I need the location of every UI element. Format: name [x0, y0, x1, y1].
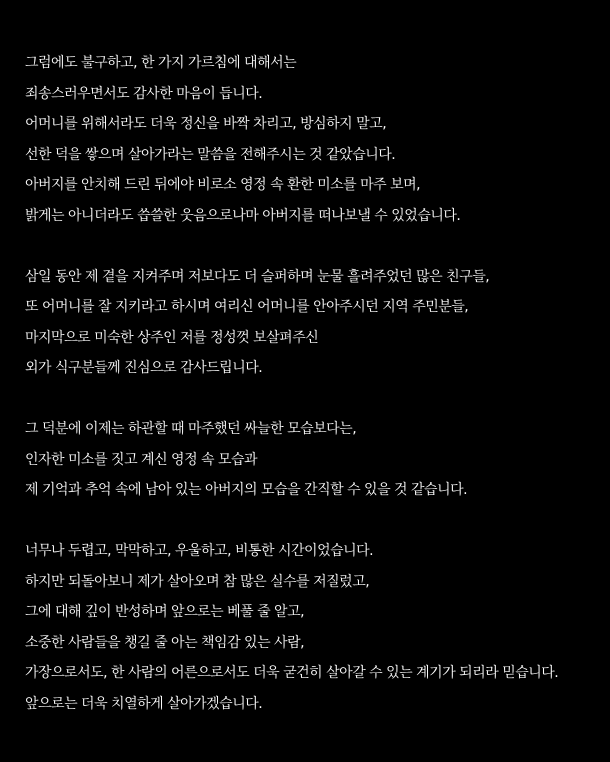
letter-body — [25, 48, 600, 750]
text-line: 마지막으로 미숙한 상주인 저를 정성껏 보살펴주신 — [25, 329, 319, 346]
text-line: 앞으로는 더욱 치열하게 살아가겠습니다. — [25, 695, 263, 712]
text-line: 외가 식구분들께 진심으로 감사드립니다. — [25, 360, 263, 376]
text-line: 인자한 미소를 짓고 계신 영정 속 모습과 — [25, 451, 258, 468]
text-line: 밝게는 아니더라도 씁쓸한 웃음으로나마 아버지를 떠나보낼 수 있었습니다. — [25, 207, 461, 224]
text-line: 소중한 사람들을 챙길 줄 아는 책임감 있는 사람, — [25, 634, 305, 651]
paragraph-resolution — [25, 536, 600, 719]
paragraph-gratitude-teaching — [25, 48, 600, 231]
text-line: 제 기억과 추억 속에 남아 있는 아버지의 모습을 간직할 수 있을 것 같습니다. — [25, 482, 468, 498]
text-line: 하지만 되돌아보니 제가 살아오며 참 많은 실수를 저질렀고, — [25, 573, 370, 590]
paragraph-thanks-friends-family — [25, 262, 600, 384]
text-line: 아버지를 안치해 드린 뒤에야 비로소 영정 속 환한 미소를 마주 보며, — [25, 177, 421, 193]
text-line: 가장으로서도, 한 사람의 어른으로서도 더욱 굳건히 살아갈 수 있는 계기가 되리라 믿습니다. — [25, 665, 559, 681]
text-line: 그럼에도 불구하고, 한 가지 가르침에 대해서는 — [25, 55, 297, 71]
paragraph-memory — [25, 414, 600, 506]
text-line: 삼일 동안 제 곁을 지켜주며 저보다도 더 슬퍼하며 눈물 흘려주었던 많은 친구들, — [25, 268, 490, 285]
text-line: 그 덕분에 이제는 하관할 때 마주했던 싸늘한 모습보다는, — [25, 421, 357, 437]
text-line: 선한 덕을 쌓으며 살아가라는 말씀을 전해주시는 것 같았습니다. — [25, 146, 396, 163]
text-line: 그에 대해 깊이 반성하며 앞으로는 베풀 줄 알고, — [25, 604, 305, 620]
text-line: 죄송스러우면서도 감사한 마음이 듭니다. — [25, 85, 263, 102]
text-line: 너무나 두렵고, 막막하고, 우울하고, 비통한 시간이었습니다. — [25, 543, 374, 559]
text-line: 또 어머니를 잘 지키라고 하시며 여리신 어머니를 안아주시던 지역 주민분들, — [25, 299, 469, 315]
text-line: 어머니를 위해서라도 더욱 정신을 바짝 차리고, 방심하지 말고, — [25, 116, 387, 132]
